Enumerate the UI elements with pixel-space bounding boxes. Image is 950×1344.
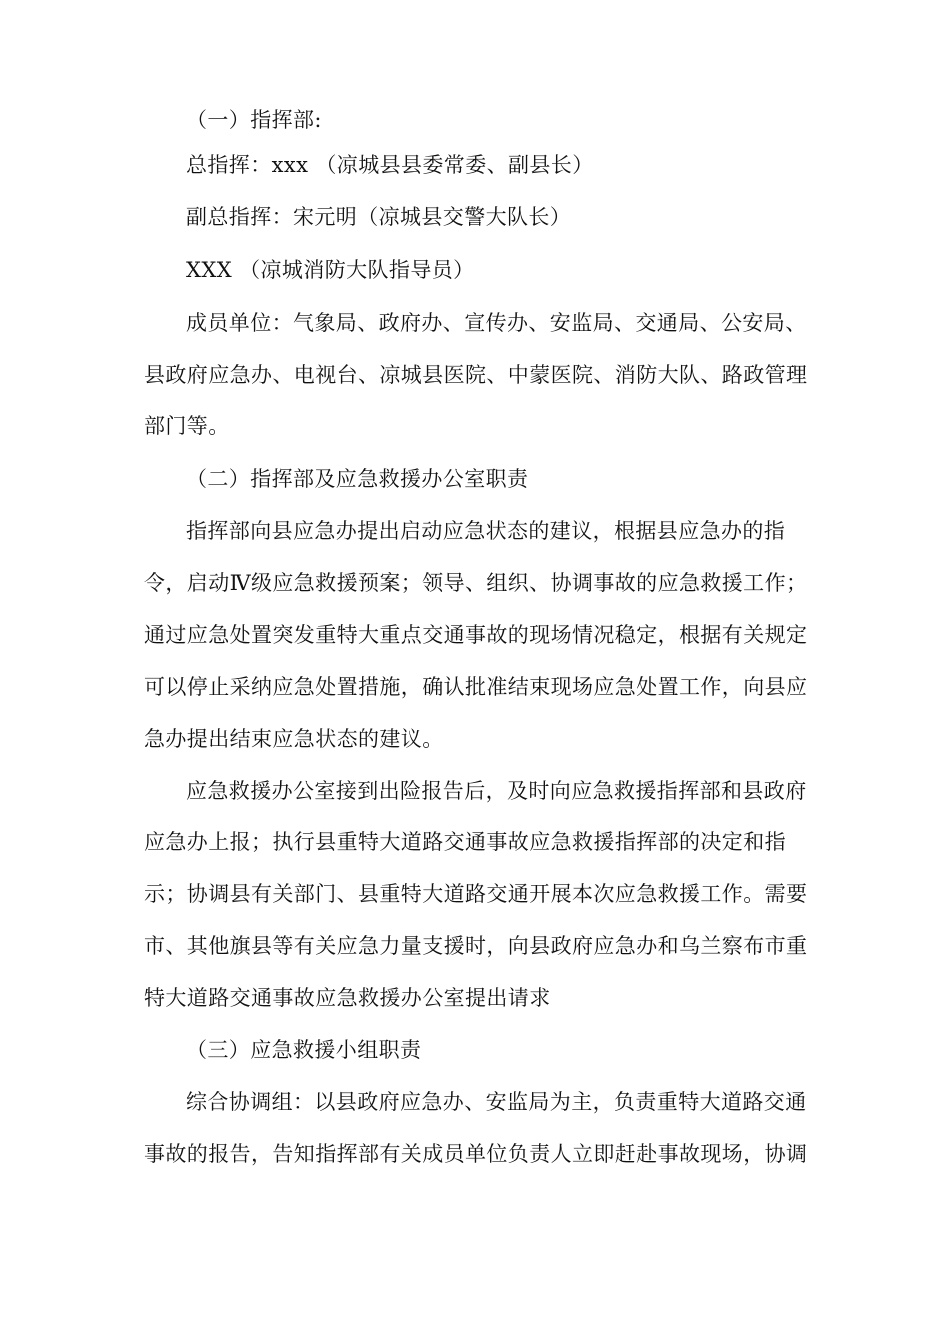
section-heading-3: （三）应急救援小组职责 — [186, 1038, 422, 1062]
paragraph-line: 指挥部向县应急办提出启动应急状态的建议，根据县应急办的指 — [186, 519, 786, 543]
paragraph-line: 县政府应急办、电视台、凉城县医院、中蒙医院、消防大队、路政管理 — [144, 363, 808, 387]
paragraph-line: 市、其他旗县等有关应急力量支援时，向县政府应急办和乌兰察布市重 — [144, 934, 808, 958]
paragraph-line: 令，启动Ⅳ级应急救援预案；领导、组织、协调事故的应急救援工作； — [144, 571, 808, 595]
paragraph-line: 应急救援办公室接到出险报告后，及时向应急救援指挥部和县政府 — [186, 779, 807, 803]
paragraph-line: 示；协调县有关部门、县重特大道路交通开展本次应急救援工作。需要 — [144, 882, 808, 906]
paragraph-line: 可以停止采纳应急处置措施，确认批准结束现场应急处置工作，向县应 — [144, 675, 808, 699]
paragraph-line: 特大道路交通事故应急救援办公室提出请求 — [144, 986, 551, 1010]
paragraph-line: 总指挥：xxx （凉城县县委常委、副县长） — [186, 153, 594, 177]
paragraph-line: 应急办上报；执行县重特大道路交通事故应急救援指挥部的决定和指 — [144, 830, 786, 854]
paragraph-line: 事故的报告，告知指挥部有关成员单位负责人立即赶赴事故现场，协调 — [144, 1142, 808, 1166]
section-heading-1: （一）指挥部: — [186, 108, 322, 132]
paragraph-line: 急办提出结束应急状态的建议。 — [144, 727, 444, 751]
paragraph-line: 通过应急处置突发重特大重点交通事故的现场情况稳定，根据有关规定 — [144, 623, 808, 647]
section-heading-2: （二）指挥部及应急救援办公室职责 — [186, 467, 529, 491]
paragraph-line: 部门等。 — [144, 414, 230, 438]
paragraph-line: 综合协调组：以县政府应急办、安监局为主，负责重特大道路交通 — [186, 1090, 807, 1114]
paragraph-line: 副总指挥：宋元明（凉城县交警大队长） — [186, 205, 572, 229]
paragraph-line: XXX （凉城消防大队指导员） — [186, 258, 475, 282]
paragraph-line: 成员单位：气象局、政府办、宣传办、安监局、交通局、公安局、 — [186, 311, 807, 335]
